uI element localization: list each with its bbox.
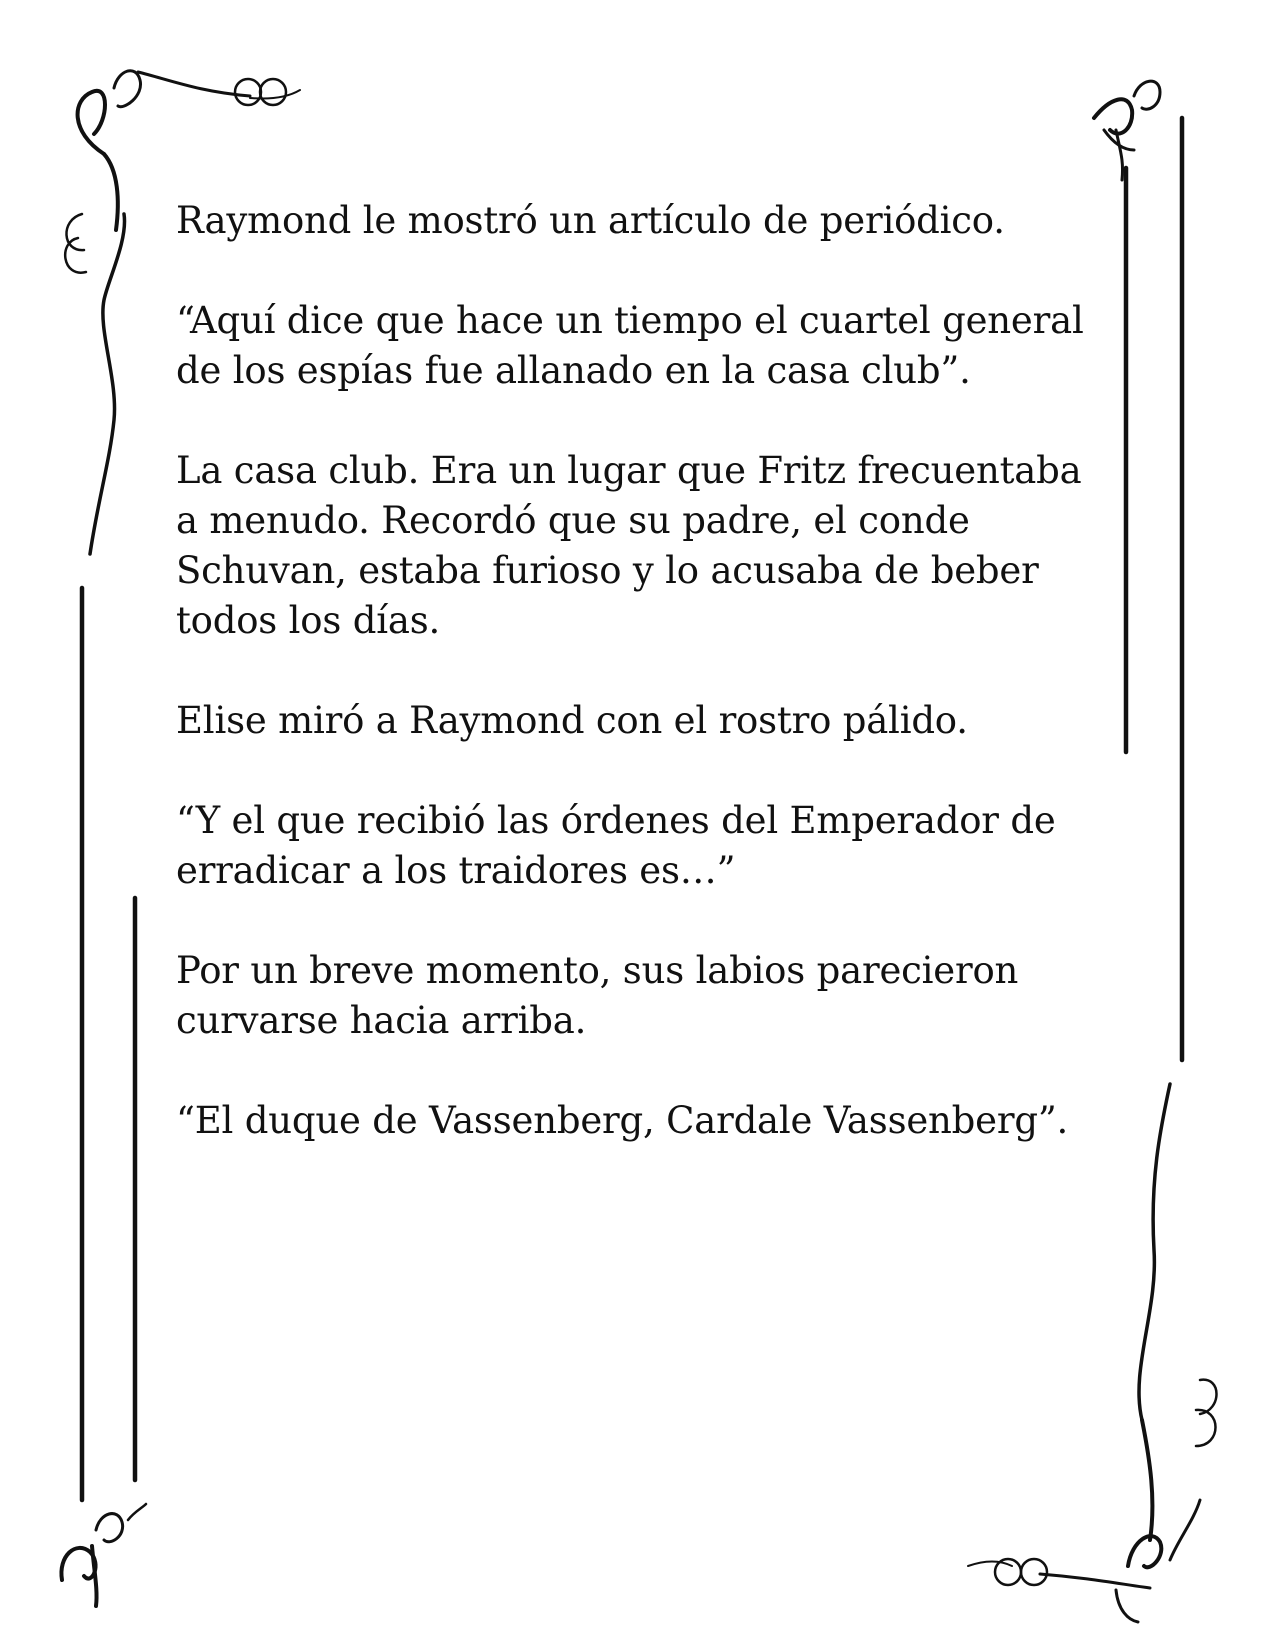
flourish-bottom-left-icon (61, 1504, 146, 1606)
paragraph: Elise miró a Raymond con el rostro pálido. (176, 699, 968, 742)
paragraph: La casa club. Era un lugar que Fritz frecuentaba a menudo. Recordó que su padre, el conde Schuvan, estaba furioso y lo acusaba de beber todos los días. (176, 449, 1082, 642)
paragraph: “Aquí dice que hace un tiempo el cuartel general de los espías fue allanado en la casa club”. (176, 299, 1084, 392)
paragraph: Raymond le mostró un artículo de periódico. (176, 199, 1005, 242)
paragraph: Por un breve momento, sus labios parecieron curvarse hacia arriba. (176, 949, 1019, 1042)
story-text (176, 196, 1096, 1196)
flourish-top-right-icon (1094, 81, 1182, 1060)
paragraph: “Y el que recibió las órdenes del Emperador de erradicar a los traidores es…” (176, 799, 1056, 892)
paragraph: “El duque de Vassenberg, Cardale Vassenberg”. (176, 1099, 1069, 1142)
